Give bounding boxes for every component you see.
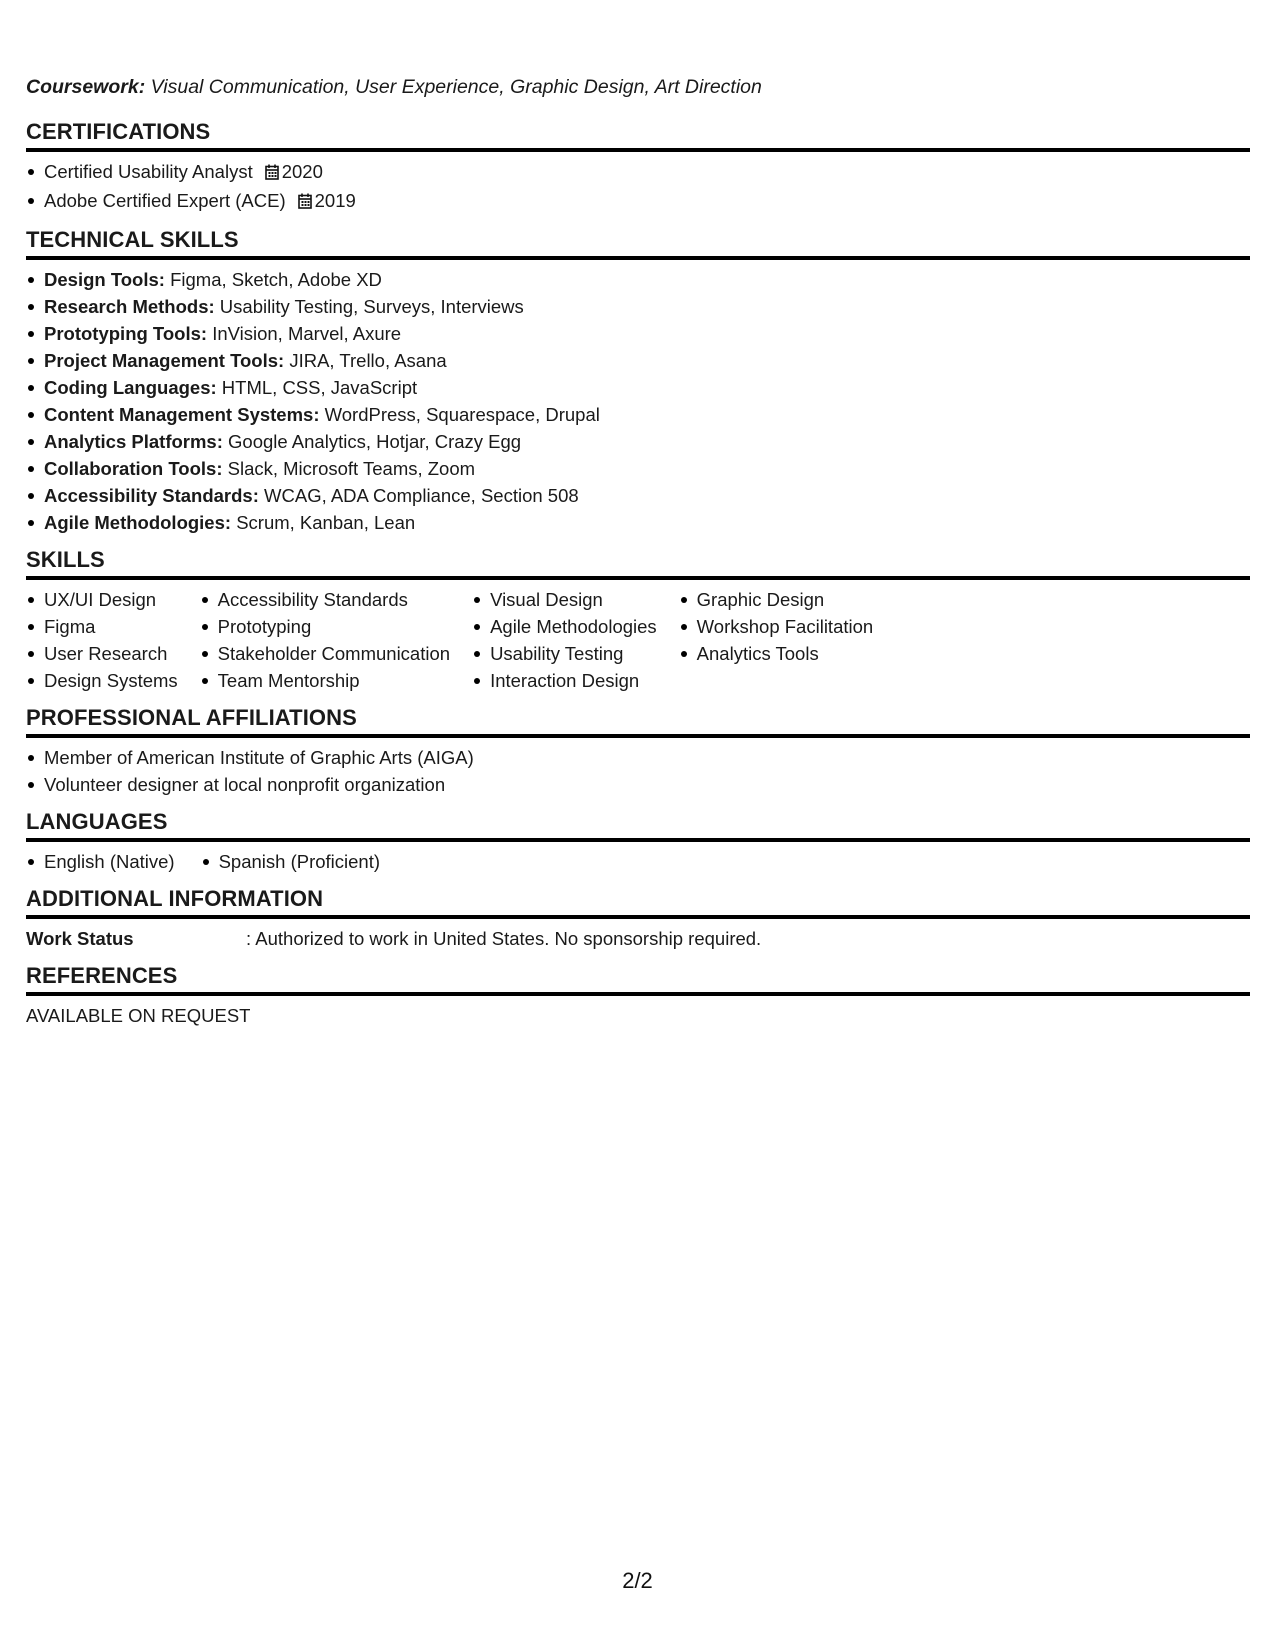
technical-skill-item bbox=[26, 266, 1250, 293]
certifications-list bbox=[26, 158, 1250, 216]
technical-skill-item bbox=[26, 428, 1250, 455]
references-text: AVAILABLE ON REQUEST bbox=[26, 1005, 251, 1026]
coursework-text: Visual Communication, User Experience, Graphic Design, Art Direction bbox=[145, 76, 762, 98]
skill-item: User Research bbox=[26, 640, 178, 667]
skills-column bbox=[679, 586, 874, 694]
technical-skill-item bbox=[26, 293, 1250, 320]
language-item: Spanish (Proficient) bbox=[201, 848, 380, 875]
coursework-line bbox=[26, 72, 1250, 102]
technical-skill-item bbox=[26, 374, 1250, 401]
affiliations-section bbox=[26, 704, 1250, 798]
skills-column bbox=[200, 586, 450, 694]
affiliations-list bbox=[26, 744, 1250, 798]
technical-skill-label: Design Tools: bbox=[44, 269, 165, 290]
skills-section bbox=[26, 546, 1250, 694]
additional-info-heading: ADDITIONAL INFORMATION bbox=[26, 885, 1250, 919]
certification-item bbox=[26, 158, 1250, 187]
resume-page bbox=[26, 72, 1250, 1039]
certification-name: Certified Usability Analyst bbox=[44, 161, 253, 182]
skill-item: Accessibility Standards bbox=[200, 586, 450, 613]
skills-column bbox=[26, 586, 178, 694]
skill-item: Team Mentorship bbox=[200, 667, 450, 694]
skill-item: Figma bbox=[26, 613, 178, 640]
skills-heading: SKILLS bbox=[26, 546, 1250, 580]
references-heading: REFERENCES bbox=[26, 962, 1250, 996]
skill-item: Interaction Design bbox=[472, 667, 657, 694]
technical-skill-label: Research Methods: bbox=[44, 296, 215, 317]
affiliation-item: Volunteer designer at local nonprofit organization bbox=[26, 771, 1250, 798]
certification-item bbox=[26, 187, 1250, 216]
coursework-label: Coursework: bbox=[26, 76, 146, 98]
skill-item: Design Systems bbox=[26, 667, 178, 694]
calendar-icon bbox=[265, 160, 279, 187]
calendar-icon bbox=[298, 189, 312, 216]
skills-column bbox=[472, 586, 657, 694]
skill-item: Graphic Design bbox=[679, 586, 874, 613]
technical-skill-label: Project Management Tools: bbox=[44, 350, 285, 371]
technical-skill-value: WCAG, ADA Compliance, Section 508 bbox=[258, 485, 579, 506]
certifications-heading: CERTIFICATIONS bbox=[26, 118, 1250, 152]
work-status-label: Work Status bbox=[26, 928, 134, 949]
skill-item: Visual Design bbox=[472, 586, 657, 613]
technical-skills-list bbox=[26, 266, 1250, 536]
technical-skill-value: HTML, CSS, JavaScript bbox=[216, 377, 418, 398]
technical-skill-item bbox=[26, 455, 1250, 482]
page-number: 2/2 bbox=[622, 1568, 653, 1593]
technical-skill-value: Slack, Microsoft Teams, Zoom bbox=[222, 458, 476, 479]
affiliation-item: Member of American Institute of Graphic Arts (AIGA) bbox=[26, 744, 1250, 771]
skill-item: Usability Testing bbox=[472, 640, 657, 667]
technical-skills-heading: TECHNICAL SKILLS bbox=[26, 226, 1250, 260]
technical-skill-item bbox=[26, 482, 1250, 509]
technical-skill-label: Analytics Platforms: bbox=[44, 431, 223, 452]
technical-skill-label: Coding Languages: bbox=[44, 377, 217, 398]
language-item: English (Native) bbox=[26, 848, 175, 875]
technical-skill-value: InVision, Marvel, Axure bbox=[207, 323, 402, 344]
technical-skill-value: Scrum, Kanban, Lean bbox=[231, 512, 416, 533]
skill-item: Agile Methodologies bbox=[472, 613, 657, 640]
technical-skill-label: Content Management Systems: bbox=[44, 404, 320, 425]
languages-list bbox=[26, 848, 1250, 875]
technical-skill-value: JIRA, Trello, Asana bbox=[284, 350, 447, 371]
skill-item: UX/UI Design bbox=[26, 586, 178, 613]
skills-grid bbox=[26, 586, 1250, 694]
languages-section bbox=[26, 808, 1250, 875]
skill-item: Analytics Tools bbox=[679, 640, 874, 667]
skill-item: Prototyping bbox=[200, 613, 450, 640]
technical-skill-value: Google Analytics, Hotjar, Crazy Egg bbox=[222, 431, 522, 452]
technical-skill-item bbox=[26, 320, 1250, 347]
technical-skill-label: Accessibility Standards: bbox=[44, 485, 259, 506]
work-status-row bbox=[26, 925, 1250, 952]
technical-skill-value: WordPress, Squarespace, Drupal bbox=[319, 404, 600, 425]
certification-year: 2020 bbox=[281, 161, 323, 182]
technical-skills-section bbox=[26, 226, 1250, 536]
technical-skill-item bbox=[26, 401, 1250, 428]
references-section bbox=[26, 962, 1250, 1029]
certification-year: 2019 bbox=[314, 190, 356, 211]
certifications-section bbox=[26, 118, 1250, 216]
languages-heading: LANGUAGES bbox=[26, 808, 1250, 842]
technical-skill-value: Figma, Sketch, Adobe XD bbox=[164, 269, 382, 290]
affiliations-heading: PROFESSIONAL AFFILIATIONS bbox=[26, 704, 1250, 738]
additional-info-section bbox=[26, 885, 1250, 952]
work-status-value: : Authorized to work in United States. No sponsorship required. bbox=[246, 928, 762, 949]
technical-skill-label: Agile Methodologies: bbox=[44, 512, 232, 533]
technical-skill-label: Prototyping Tools: bbox=[44, 323, 208, 344]
technical-skill-label: Collaboration Tools: bbox=[44, 458, 223, 479]
skill-item: Workshop Facilitation bbox=[679, 613, 874, 640]
technical-skill-item bbox=[26, 347, 1250, 374]
technical-skill-value: Usability Testing, Surveys, Interviews bbox=[214, 296, 524, 317]
certification-name: Adobe Certified Expert (ACE) bbox=[44, 190, 286, 211]
skill-item: Stakeholder Communication bbox=[200, 640, 450, 667]
technical-skill-item bbox=[26, 509, 1250, 536]
